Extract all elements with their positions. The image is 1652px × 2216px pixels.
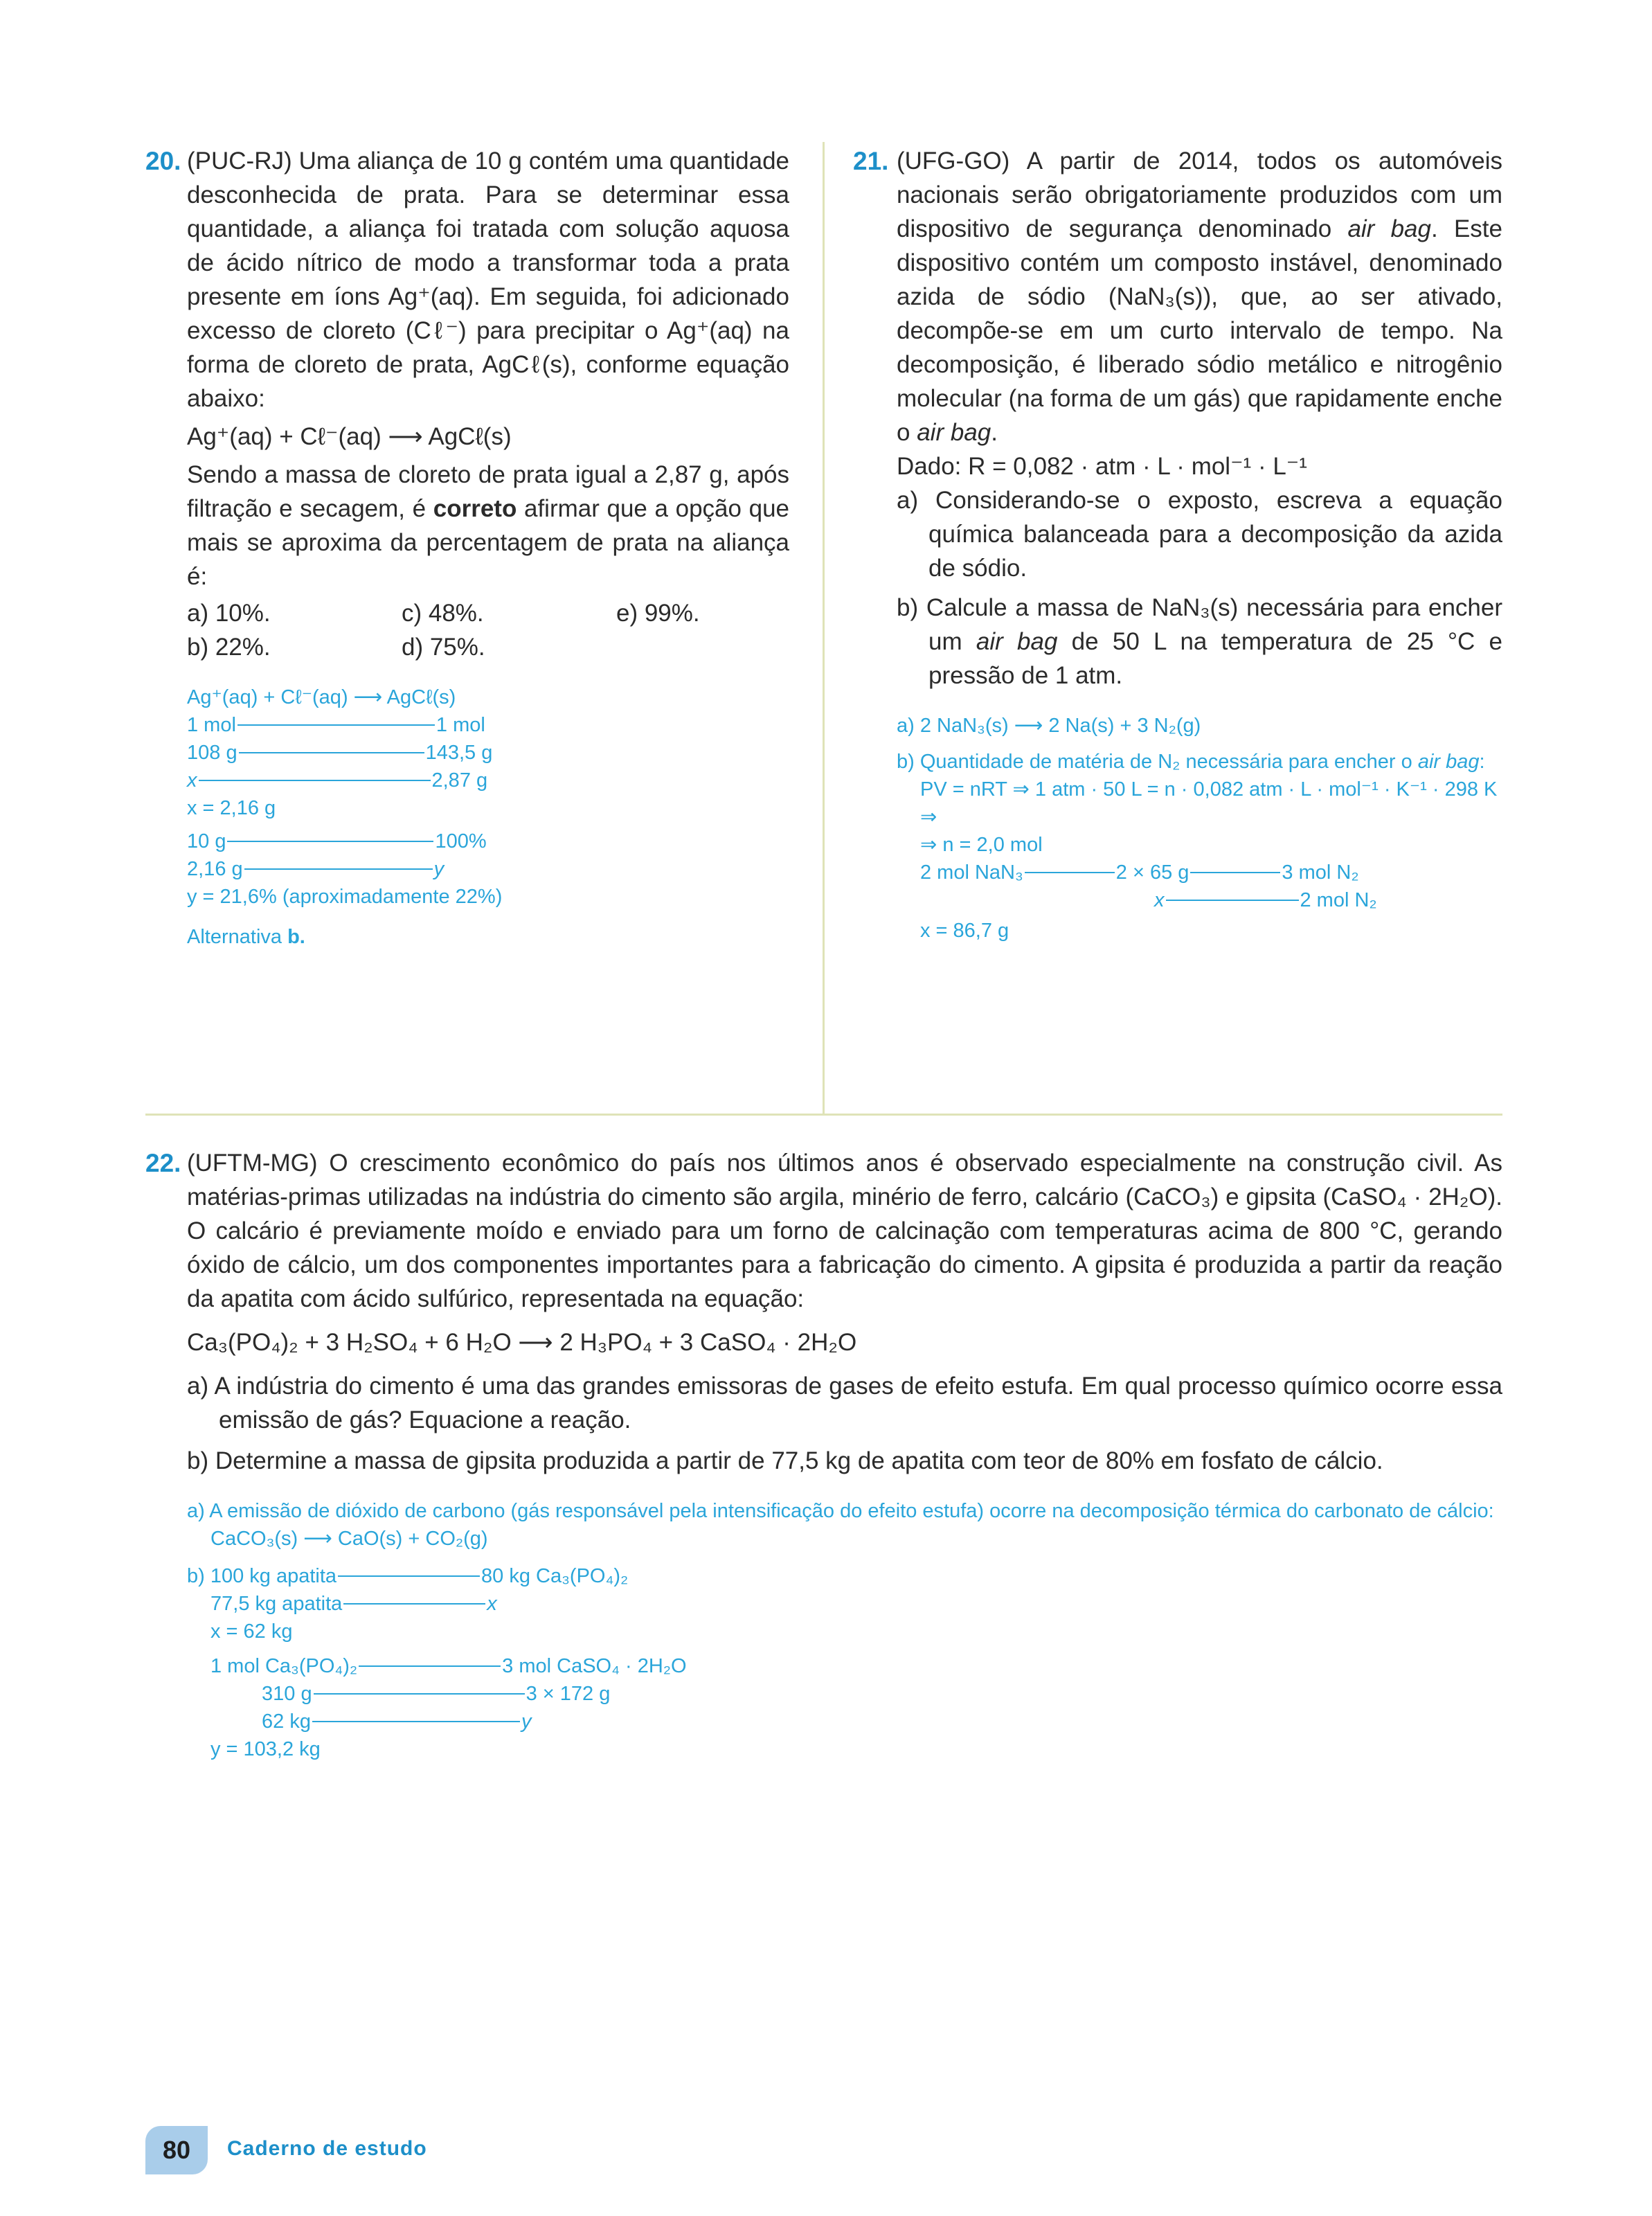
text: de 50 L na temperatura de 25 °C e pressão de 1 atm. (928, 628, 1502, 689)
ratio-row (920, 886, 1502, 914)
ratio-line (338, 1575, 480, 1577)
text: b) Calcule a massa de NaN₃(s) necessária para encher um (897, 594, 1502, 655)
ratio-row (187, 1680, 1502, 1708)
text: (UFG-GO) A partir de 2014, todos os automóveis nacionais serão obrigatoriamente produzidos com um dispositivo de segurança denominado (897, 148, 1502, 242)
section-divider (145, 1114, 1502, 1116)
question-22 (187, 1146, 1502, 1478)
result: y = 103,2 kg (210, 1738, 321, 1760)
ratio-line (239, 752, 424, 753)
option-b: b) 22%. (187, 634, 271, 661)
left: 62 kg (262, 1710, 311, 1733)
ratio-line (1190, 872, 1280, 873)
answer-equation: Ag⁺(aq) + Cℓ⁻(aq) ⟶ AgCℓ(s) (187, 686, 456, 708)
ratio-row (187, 1590, 1502, 1618)
question-text-2 (187, 458, 789, 593)
ratio-line (1166, 900, 1299, 901)
answer-20 (187, 683, 789, 951)
question-20 (187, 144, 789, 664)
answer-b-title (897, 748, 1502, 776)
label: Alternativa (187, 926, 288, 948)
ratio-row (187, 1708, 1502, 1735)
right: 3 mol CaSO₄ · 2H₂O (502, 1655, 687, 1677)
term: air bag (976, 628, 1058, 655)
term: air bag (1417, 751, 1480, 773)
ratio-row (187, 1562, 1502, 1590)
option-a: a) 10%. (187, 600, 271, 627)
ratio-line (343, 1603, 485, 1605)
right: 3 × 172 g (526, 1683, 611, 1705)
question-number: 20. (145, 147, 181, 175)
ratio-line (244, 868, 433, 870)
emphasis: correto (433, 495, 517, 522)
ratio-line (312, 1721, 520, 1722)
ratio-line (1025, 872, 1115, 873)
item-b: b) Determine a massa de gipsita produzida a partir de 77,5 kg de apatita com teor de 80% em fosfato de cálcio. (187, 1447, 1383, 1474)
left: 2 mol NaN₃ (920, 861, 1023, 884)
option-e: e) 99%. (616, 600, 700, 627)
result: x = 86,7 g (920, 920, 1009, 942)
left: 2,16 g (187, 858, 243, 880)
equation: Ag⁺(aq) + Cℓ⁻(aq) ⟶ AgCℓ(s) (187, 423, 512, 450)
ratio-row (187, 739, 789, 767)
item-a: a) A indústria do cimento é uma das grandes emissoras de gases de efeito estufa. Em qual processo químico ocorre essa emissão de gás? Equacione a reação. (187, 1373, 1502, 1433)
ideal-gas-equation: PV = nRT ⇒ 1 atm · 50 L = n · 0,082 atm · L · mol⁻¹ · K⁻¹ · 298 K ⇒ (920, 778, 1498, 828)
question-number: 21. (853, 147, 889, 175)
ratio-row (920, 859, 1502, 886)
right: 1 mol (436, 714, 485, 736)
right: y (433, 858, 445, 880)
right: x (487, 1593, 497, 1615)
left: 77,5 kg apatita (210, 1593, 343, 1615)
left: x (187, 769, 197, 792)
term: air bag (917, 419, 991, 446)
answer-a: a) A emissão de dióxido de carbono (gás responsável pela intensificação do efeito estufa) ocorre na decomposição térmica do carbonato de cálcio: (187, 1500, 1494, 1522)
question-20-column (187, 144, 789, 951)
item-a: a) Considerando-se o exposto, escreva a equação química balanceada para a decomposição da azida de sódio. (897, 487, 1502, 582)
text: afirmar que a opção que mais se aproxima da percentagem de prata na aliança é: (187, 495, 790, 590)
column-divider (823, 142, 825, 1115)
ratio-line (237, 724, 435, 726)
right: 3 mol N₂ (1282, 861, 1359, 884)
option-d: d) 75%. (402, 634, 485, 661)
left: b) 100 kg apatita (187, 1565, 337, 1587)
question-22-column (187, 1146, 1502, 1763)
ratio-row (187, 767, 789, 794)
left: 108 g (187, 742, 237, 764)
ratio-line (314, 1693, 525, 1695)
item-b (897, 591, 1502, 692)
result: x = 62 kg (210, 1620, 293, 1643)
equation: Ca₃(PO₄)₂ + 3 H₂SO₄ + 6 H₂O ⟶ 2 H₃PO₄ + 3 CaSO₄ · 2H₂O (187, 1329, 857, 1356)
text: . Este dispositivo contém um composto instável, denominado azida de sódio (NaN₃(s)), que, ao ser ativado, decompõe-se em um curto intervalo de tempo. Na decomposição, é liberado sódio metálico e nitrogênio molecular (na forma de um gás) que rapidamente enche o (897, 215, 1502, 446)
question-21 (897, 144, 1502, 692)
left: 1 mol (187, 714, 236, 736)
text: Sendo a massa de cloreto de prata igual a 2,87 g, após filtração e secagem, é (187, 461, 789, 522)
middle: 2 × 65 g (1115, 861, 1189, 884)
value: b. (287, 926, 305, 948)
answer-a: a) 2 NaN₃(s) ⟶ 2 Na(s) + 3 N₂(g) (897, 715, 1201, 737)
ratio-line (227, 841, 433, 842)
question-text (897, 144, 1502, 449)
right: 143,5 g (425, 742, 493, 764)
question-number: 22. (145, 1149, 181, 1177)
ratio-row (187, 828, 789, 855)
page-number: 80 (145, 2126, 208, 2174)
right: y (521, 1710, 532, 1733)
option-c: c) 48%. (402, 600, 484, 627)
text: . (991, 419, 998, 446)
left: 1 mol Ca₃(PO₄)₂ (210, 1655, 358, 1677)
term: air bag (1347, 215, 1431, 242)
text: b) Quantidade de matéria de N₂ necessária para encher o (897, 751, 1418, 773)
result: x = 2,16 g (187, 797, 276, 819)
moles-result: ⇒ n = 2,0 mol (920, 834, 1043, 856)
question-text: (UFTM-MG) O crescimento econômico do país nos últimos anos é observado especialmente na construção civil. As matérias-primas utilizadas na indústria do cimento são argila, minério de ferro, calcário (CaCO₃) e gipsita (CaSO₄ · 2H₂O). O calcário é previamente moído e enviado para um forno de calcinação com temperaturas acima de 800 °C, gerando óxido de cálcio, um dos componentes importantes para a fabricação do cimento. A gipsita é produzida a partir da reação da apatita com ácido sulfúrico, representada na equação: (187, 1150, 1502, 1312)
alternative (187, 923, 789, 951)
ratio-line (359, 1665, 501, 1667)
result: y = 21,6% (aproximadamente 22%) (187, 886, 503, 908)
answer-21 (897, 712, 1502, 945)
answer-22 (187, 1497, 1502, 1763)
question-text: (PUC-RJ) Uma aliança de 10 g contém uma quantidade desconhecida de prata. Para se determinar essa quantidade, a aliança foi tratada com solução aquosa de ácido nítrico de modo a transformar toda a prata presente em íons Ag⁺(aq). Em seguida, foi adicionado excesso de cloreto (Cℓ⁻) para precipitar o Ag⁺(aq) na forma de cloreto de prata, AgCℓ(s), conforme equação abaixo: (187, 148, 789, 412)
answer-a-equation: CaCO₃(s) ⟶ CaO(s) + CO₂(g) (210, 1528, 488, 1550)
right: 2 mol N₂ (1300, 889, 1377, 911)
ratio-row (187, 855, 789, 883)
ratio-line (199, 780, 431, 781)
left: 10 g (187, 830, 226, 852)
options (187, 596, 789, 664)
ratio-row (187, 1652, 1502, 1680)
given-data: Dado: R = 0,082 · atm · L · mol⁻¹ · L⁻¹ (897, 453, 1307, 480)
ratio-row (187, 711, 789, 739)
right: 100% (435, 830, 487, 852)
text: : (1479, 751, 1485, 773)
question-21-column (897, 144, 1502, 945)
right: 2,87 g (431, 769, 488, 792)
left: x (1154, 889, 1165, 911)
footer-title: Caderno de estudo (227, 2137, 427, 2160)
right: 80 kg Ca₃(PO₄)₂ (481, 1565, 629, 1587)
left: 310 g (262, 1683, 312, 1705)
